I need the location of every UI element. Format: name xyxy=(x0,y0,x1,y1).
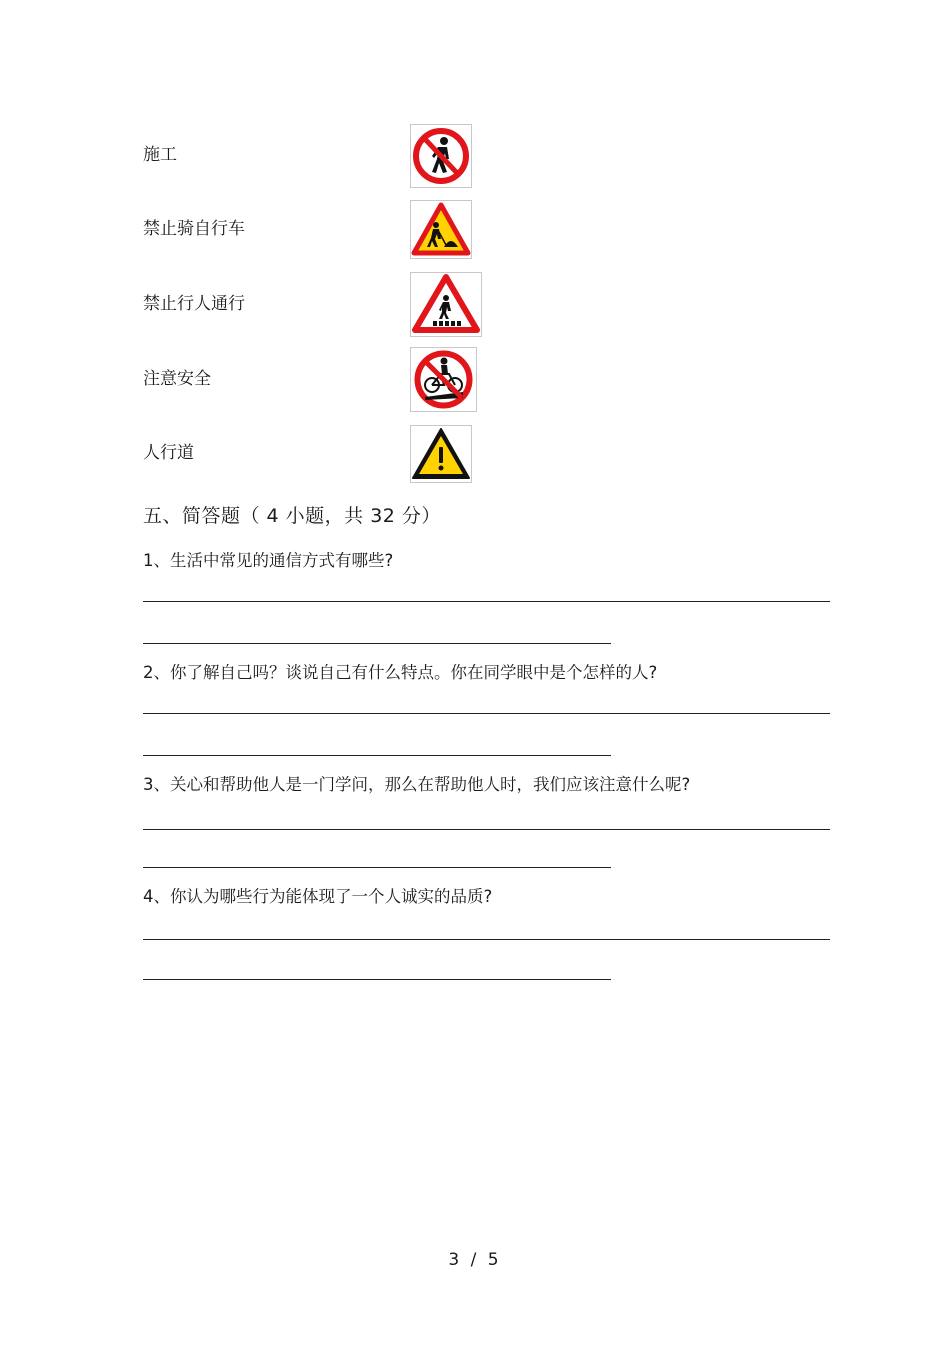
answer-line-4a[interactable] xyxy=(143,939,830,940)
answer-line-3a[interactable] xyxy=(143,829,830,830)
question-3: 3、关心和帮助他人是一门学问，那么在帮助他人时，我们应该注意什么呢? xyxy=(143,775,691,794)
sign-label-4: 注意安全 xyxy=(143,369,211,389)
answer-line-3b[interactable] xyxy=(143,867,611,868)
section-title: 五、简答题（ 4 小题，共 32 分） xyxy=(143,505,441,527)
sign-label-2: 禁止骑自行车 xyxy=(143,219,245,239)
answer-line-1b[interactable] xyxy=(143,643,611,644)
road-works-sign-icon xyxy=(410,200,472,259)
sign-label-1: 施工 xyxy=(143,145,177,165)
sign-label-3: 禁止行人通行 xyxy=(143,294,245,314)
sign-label-5: 人行道 xyxy=(143,443,194,463)
question-1: 1、生活中常见的通信方式有哪些? xyxy=(143,551,394,570)
question-4: 4、你认为哪些行为能体现了一个人诚实的品质? xyxy=(143,887,493,906)
pedestrian-crossing-sign-icon xyxy=(410,272,482,337)
answer-line-2b[interactable] xyxy=(143,755,611,756)
no-bicycles-sign-icon xyxy=(410,347,477,412)
page-number: 3 / 5 xyxy=(448,1250,502,1270)
caution-sign-icon xyxy=(410,425,472,483)
answer-line-2a[interactable] xyxy=(143,713,830,714)
answer-line-1a[interactable] xyxy=(143,601,830,602)
question-2: 2、你了解自己吗？谈说自己有什么特点。你在同学眼中是个怎样的人? xyxy=(143,663,658,682)
no-pedestrians-sign-icon xyxy=(410,124,472,188)
answer-line-4b[interactable] xyxy=(143,979,611,980)
